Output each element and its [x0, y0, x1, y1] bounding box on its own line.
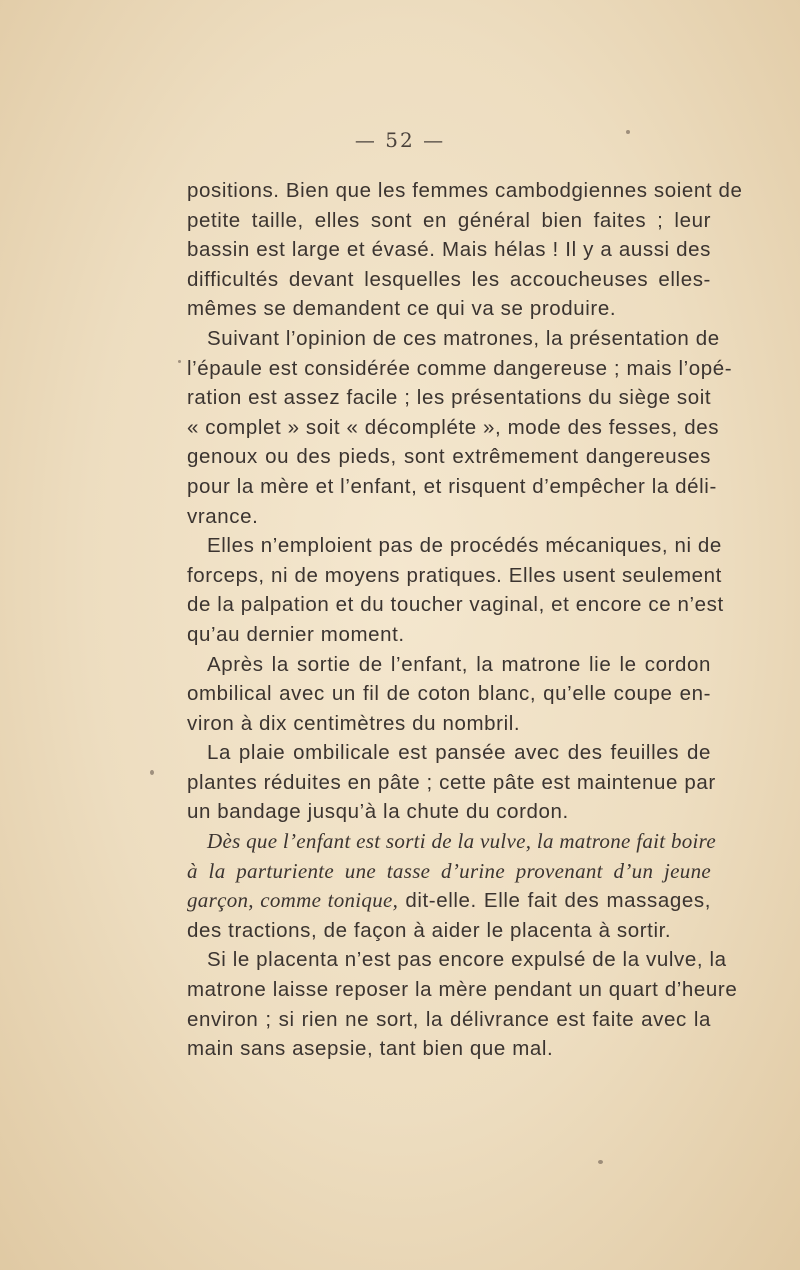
text-line: forceps, ni de moyens pratiques. Elles usent seulement	[187, 563, 722, 587]
text-line: viron à dix centimètres du nombril.	[187, 711, 521, 735]
text-line: environ ; si rien ne sort, la délivrance est faite avec la	[187, 1007, 711, 1031]
italic-text-line: à la parturiente une tasse d’urine provenant d’un jeune	[187, 858, 711, 883]
text-line: matrone laisse reposer la mère pendant un quart d’heure	[187, 978, 738, 1002]
text-line: qu’au dernier moment.	[187, 622, 405, 646]
body-text	[187, 176, 743, 1064]
paper-speck	[178, 360, 181, 363]
text-line: vrance.	[187, 504, 259, 528]
italic-text-line: Dès que l’enfant est sorti de la vulve, la matrone fait boire	[207, 829, 716, 854]
paper-speck	[598, 1160, 603, 1164]
text-line: ration est assez facile ; les présentations du siège soit	[187, 386, 712, 410]
text-line: pour la mère et l’enfant, et risquent d’empêcher la déli-	[187, 474, 717, 498]
text-line: Suivant l’opinion de ces matrones, la présentation de	[207, 326, 720, 350]
paper-speck	[150, 770, 154, 775]
text-line: un bandage jusqu’à la chute du cordon.	[187, 800, 569, 824]
text-line: plantes réduites en pâte ; cette pâte est maintenue par	[187, 770, 716, 794]
text-line: « complet » soit « décompléte », mode des fesses, des	[187, 415, 720, 439]
text-line: l’épaule est considérée comme dangereuse ; mais l’opé-	[187, 356, 733, 380]
text-line: des tractions, de façon à aider le placenta à sortir.	[187, 918, 672, 942]
text-line: positions. Bien que les femmes cambodgiennes soient de	[187, 179, 743, 202]
text-line: ombilical avec un fil de coton blanc, qu’elle coupe en-	[187, 682, 711, 706]
text-line: Si le placenta n’est pas encore expulsé de la vulve, la	[207, 948, 727, 972]
text-line: La plaie ombilicale est pansée avec des feuilles de	[207, 741, 711, 765]
text-line: bassin est large et évasé. Mais hélas ! Il y a aussi des	[187, 238, 711, 262]
roman-segment: dit-elle. Elle fait des massages,	[398, 889, 711, 913]
text-line: genoux ou des pieds, sont extrêmement dangereuses	[187, 445, 711, 469]
text-line: mêmes se demandent ce qui va se produire.	[187, 297, 617, 321]
text-line: de la palpation et du toucher vaginal, et encore ce n’est	[187, 593, 724, 617]
italic-segment: garçon, comme tonique,	[187, 888, 399, 913]
mixed-text-line	[187, 886, 711, 916]
text-line: petite taille, elles sont en général bien faites ; leur	[187, 208, 711, 232]
text-line: Elles n’emploient pas de procédés mécaniques, ni de	[207, 534, 722, 558]
text-line: Après la sortie de l’enfant, la matrone lie le cordon	[207, 652, 711, 676]
text-line: difficultés devant lesquelles les accoucheuses elles-	[187, 267, 711, 291]
page-number: — 52 —	[354, 128, 446, 152]
text-line: main sans asepsie, tant bien que mal.	[187, 1037, 554, 1061]
paper-speck	[626, 130, 630, 134]
